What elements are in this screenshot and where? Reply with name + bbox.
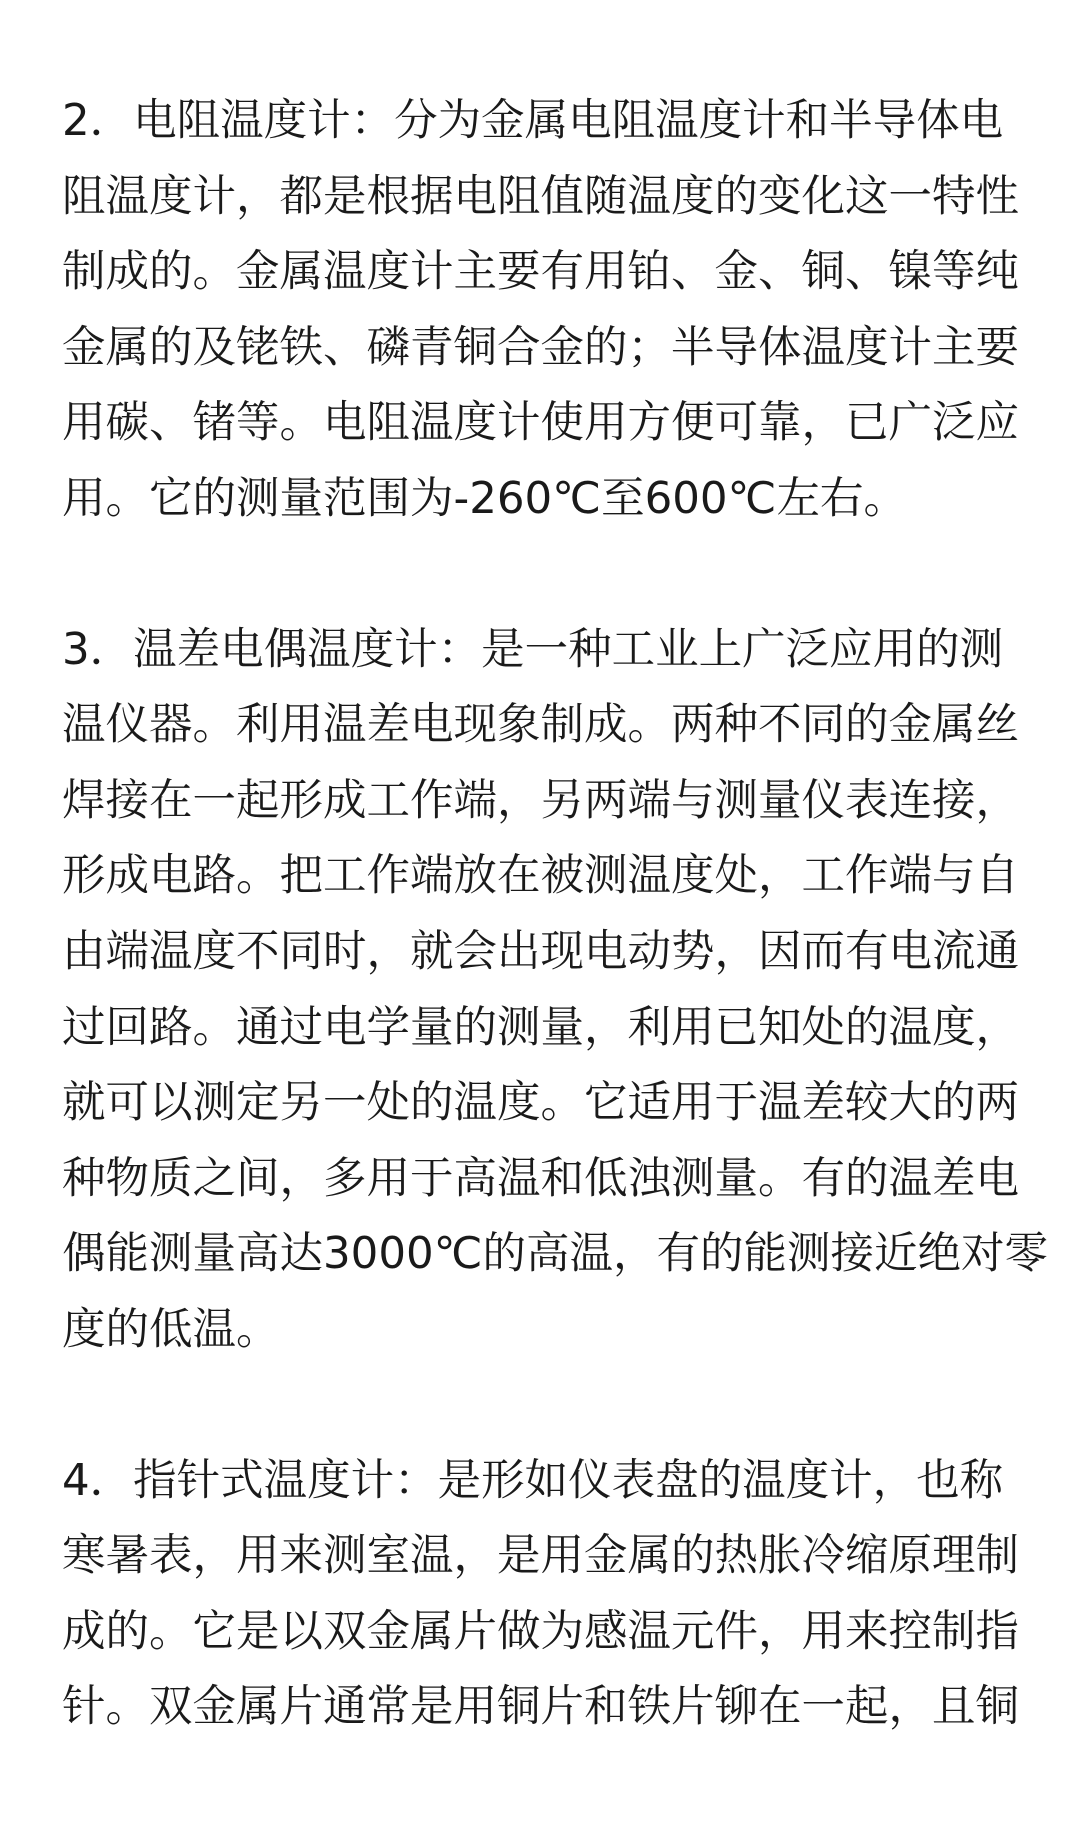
text-line: 金属的及铑铁、磷青铜合金的；半导体温度计主要 xyxy=(62,322,1019,373)
text-line: 就可以测定另一处的温度。它适用于温差较大的两 xyxy=(62,1078,1019,1129)
text-line: 用碳、锗等。电阻温度计使用方便可靠，已广泛应 xyxy=(62,398,1019,449)
text-line: 温仪器。利用温差电现象制成。两种不同的金属丝 xyxy=(62,700,1019,751)
article-body xyxy=(62,84,1049,1821)
text-line: 种物质之间，多用于高温和低浊测量。有的温差电 xyxy=(62,1153,1019,1204)
paragraph-thermocouple-thermometer xyxy=(62,613,1049,1369)
text-line: 制成的。金属温度计主要有用铂、金、铜、镍等纯 xyxy=(62,247,1019,298)
text-line: 3．温差电偶温度计：是一种工业上广泛应用的测 xyxy=(62,624,1004,675)
text-line: 4．指针式温度计：是形如仪表盘的温度计，也称 xyxy=(62,1455,1004,1506)
text-line: 过回路。通过电学量的测量，利用已知处的温度， xyxy=(62,1002,1019,1053)
text-line: 用。它的测量范围为-260℃至600℃左右。 xyxy=(62,473,907,524)
text-line: 偶能测量高达3000℃的高温，有的能测接近绝对零 xyxy=(62,1229,1049,1280)
text-line: 成的。它是以双金属片做为感温元件，用来控制指 xyxy=(62,1606,1019,1657)
text-line: 焊接在一起形成工作端，另两端与测量仪表连接， xyxy=(62,775,1019,826)
text-line: 2．电阻温度计：分为金属电阻温度计和半导体电 xyxy=(62,96,1004,146)
text-line: 形成电路。把工作端放在被测温度处，工作端与自 xyxy=(62,851,1019,902)
text-line: 度的低温。 xyxy=(62,1304,280,1355)
text-line: 由端温度不同时，就会出现电动势，因而有电流通 xyxy=(62,926,1019,977)
text-line: 阻温度计，都是根据电阻值随温度的变化这一特性 xyxy=(62,171,1019,222)
text-line: 寒暑表，用来测室温，是用金属的热胀冷缩原理制 xyxy=(62,1531,1019,1582)
paragraph-dial-thermometer xyxy=(62,1444,1024,1746)
text-line: 针。双金属片通常是用铜片和铁片铆在一起，且铜 xyxy=(62,1682,1019,1733)
paragraph-resistance-thermometer xyxy=(62,84,1024,538)
